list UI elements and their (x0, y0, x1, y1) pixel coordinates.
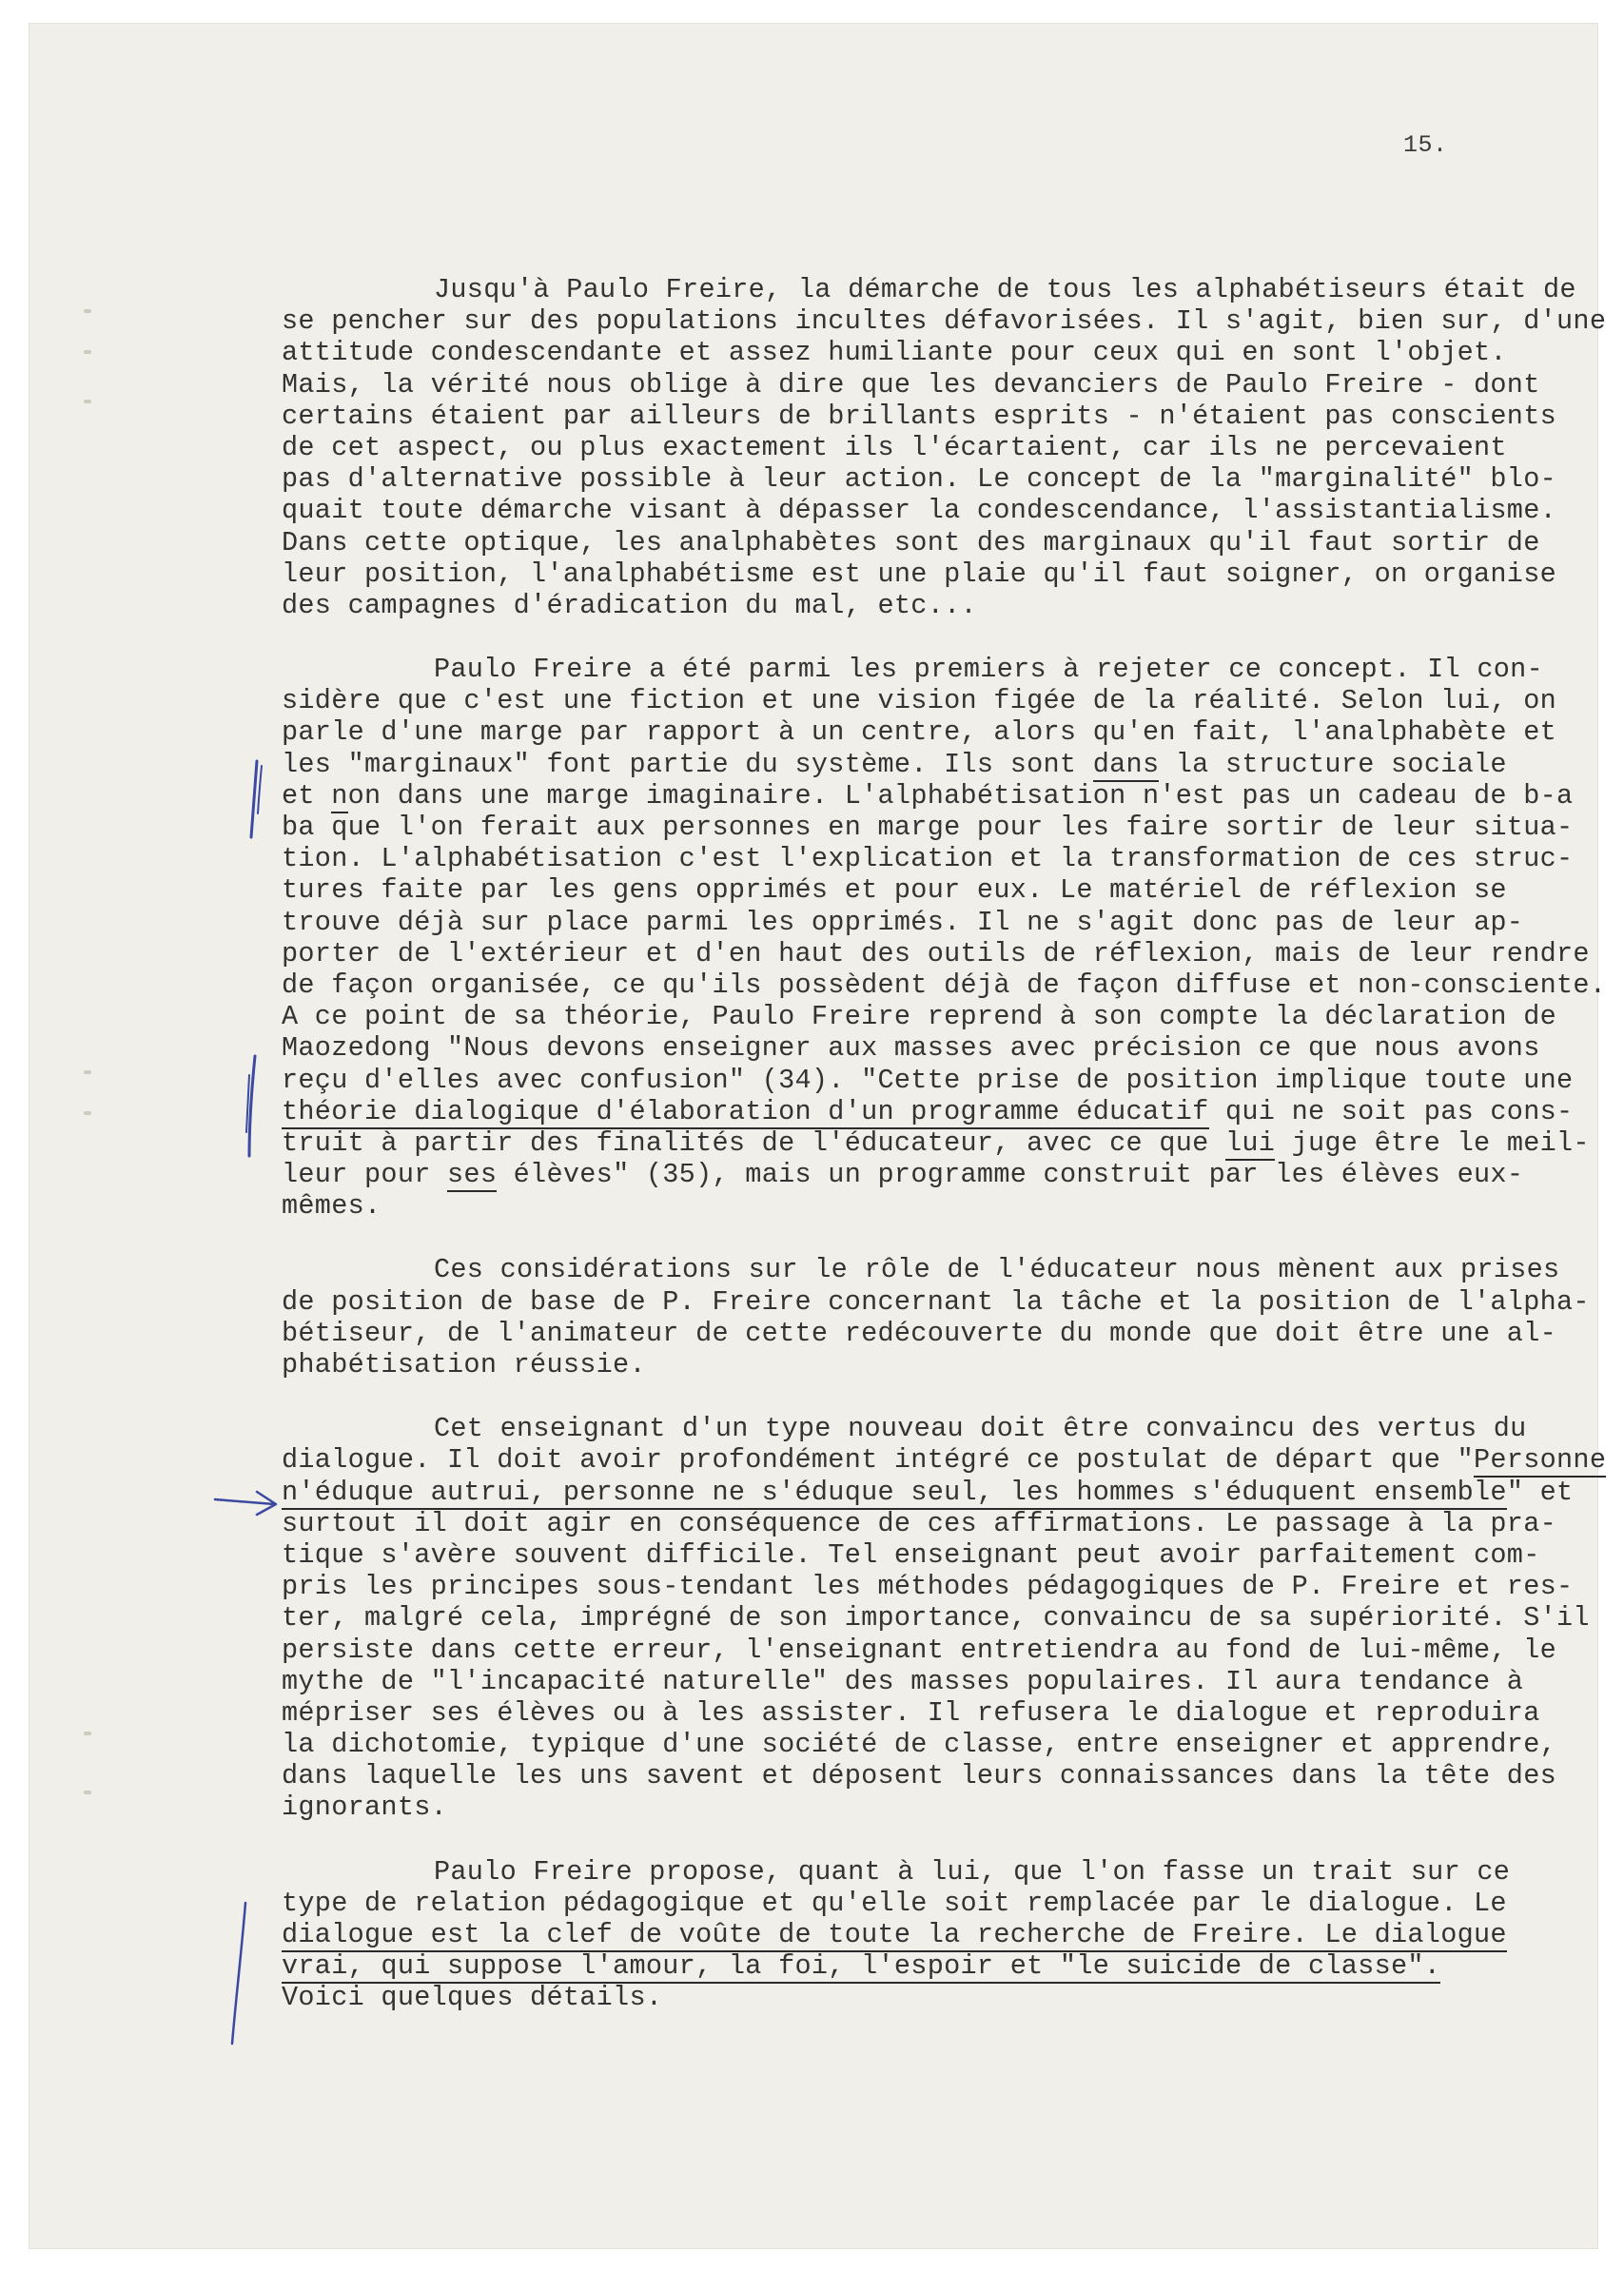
text-line: trouve déjà sur place parmi les opprimés. Il ne s'agit donc pas de leur ap- (282, 906, 1524, 938)
underlined-phrase: dans (1092, 748, 1160, 780)
text-line: persiste dans cette erreur, l'enseignant entretiendra au fond de lui-même, le (282, 1634, 1557, 1666)
text-line: attitude condescendante et assez humiliante pour ceux qui en sont l'objet. (282, 337, 1507, 369)
text-line: théorie dialogique d'élaboration d'un programme éducatif qui ne soit pas cons- (282, 1095, 1574, 1127)
text-line: Dans cette optique, les analphabètes sont des marginaux qu'il faut sortir de (282, 526, 1540, 558)
text-line: mythe de "l'incapacité naturelle" des masses populaires. Il aura tendance à (282, 1665, 1524, 1697)
underlined-phrase: dialogue est la clef de voûte de toute la recherche de Freire. Le dialogue (282, 1919, 1507, 1950)
arrow (215, 1492, 276, 1515)
text-line: des campagnes d'éradication du mal, etc... (282, 589, 977, 621)
text-line: Paulo Freire a été parmi les premiers à rejeter ce concept. Il con- (434, 654, 1543, 686)
margin-bar-3 (232, 1903, 245, 2044)
text-line: la dichotomie, typique d'une société de classe, entre enseigner et apprendre, (282, 1729, 1557, 1761)
underlined-phrase: n (331, 779, 348, 812)
text-line: truit à partir des finalités de l'éducateur, avec ce que lui juge être le meil- (282, 1126, 1590, 1159)
text-line: pris les principes sous-tendant les méthodes pédagogiques de P. Freire et res- (282, 1571, 1574, 1603)
text-line: mêmes. (282, 1190, 382, 1223)
underlined-phrase: ses (447, 1159, 498, 1191)
text-line: ter, malgré cela, imprégné de son importance, convaincu de sa supériorité. S'il (282, 1602, 1590, 1635)
text-line: dans laquelle les uns savent et déposent leurs connaissances dans la tête des (282, 1760, 1557, 1792)
text-line: Cet enseignant d'un type nouveau doit être convaincu des vertus du (434, 1413, 1527, 1445)
margin-bar-2 (249, 1056, 255, 1156)
text-line: ignorants. (282, 1791, 448, 1824)
text-line: certains étaient par ailleurs de brillants esprits - n'étaient pas conscients (282, 400, 1557, 432)
text-line: Ces considérations sur le rôle de l'éducateur nous mènent aux prises (434, 1254, 1560, 1286)
text-line: porter de l'extérieur et d'en haut des outils de réflexion, mais de leur rendre (282, 937, 1590, 969)
text-line: phabétisation réussie. (282, 1349, 646, 1380)
text-line: quait toute démarche visant à dépasser la condescendance, l'assistantialisme. (282, 495, 1557, 527)
page-number: 15. (1403, 131, 1448, 159)
text-line: et non dans une marge imaginaire. L'alphabétisation n'est pas un cadeau de b-a (282, 779, 1574, 812)
text-line: leur position, l'analphabétisme est une plaie qu'il faut soigner, on organise (282, 558, 1557, 590)
underlined-phrase: vrai, qui suppose l'amour, la foi, l'espoir et "le suicide de classe". (282, 1950, 1441, 1983)
underlined-phrase: lui (1224, 1126, 1276, 1159)
text-line: tures faite par les gens opprimés et pour eux. Le matériel de réflexion se (282, 874, 1507, 907)
text-line: de cet aspect, ou plus exactement ils l'écartaient, car ils ne percevaient (282, 431, 1507, 463)
text-line: les "marginaux" font partie du système. Ils sont dans la structure sociale (282, 748, 1507, 780)
text-line: surtout il doit agir en conséquence de ces affirmations. Le passage à la pra- (282, 1507, 1557, 1539)
text-line: type de relation pédagogique et qu'elle soit remplacée par le dialogue. Le (282, 1887, 1507, 1919)
text-line: Mais, la vérité nous oblige à dire que les devanciers de Paulo Freire - dont (282, 368, 1540, 401)
underlined-phrase: n'éduque autrui, personne ne s'éduque seul, les hommes s'éduquent ensemble (282, 1476, 1507, 1508)
underlined-phrase: théorie dialogique d'élaboration d'un programme éducatif (282, 1095, 1209, 1127)
text-line: dialogue. Il doit avoir profondément intégré ce postulat de départ que "Personne (282, 1444, 1607, 1477)
text-line: leur pour ses élèves" (35), mais un programme construit par les élèves eux- (282, 1159, 1524, 1191)
text-line: sidère que c'est une fiction et une vision figée de la réalité. Selon lui, on (282, 685, 1557, 717)
text-line: Jusqu'à Paulo Freire, la démarche de tous les alphabétiseurs était de (434, 274, 1576, 305)
text-line: de façon organisée, ce qu'ils possèdent déjà de façon diffuse et non-consciente. (282, 969, 1607, 1001)
margin-bar-1 (251, 761, 257, 837)
margin-bar-1b (258, 766, 262, 813)
text-line: ba que l'on ferait aux personnes en marge pour les faire sortir de leur situa- (282, 812, 1574, 843)
text-line: A ce point de sa théorie, Paulo Freire reprend à son compte la déclaration de (282, 1001, 1557, 1033)
text-line: tique s'avère souvent difficile. Tel enseignant peut avoir parfaitement com- (282, 1538, 1540, 1571)
underlined-phrase: Personne (1474, 1444, 1607, 1477)
text-line: n'éduque autrui, personne ne s'éduque seul, les hommes s'éduquent ensemble" et (282, 1476, 1574, 1508)
text-line: bétiseur, de l'animateur de cette redécouverte du monde que doit être une al- (282, 1317, 1557, 1349)
text-line: Maozedong "Nous devons enseigner aux masses avec précision ce que nous avons (282, 1032, 1540, 1065)
text-line: se pencher sur des populations incultes défavorisées. Il s'agit, bien sur, d'une (282, 305, 1607, 338)
text-line: reçu d'elles avec confusion" (34). "Cette prise de position implique toute une (282, 1064, 1574, 1096)
text-line: mépriser ses élèves ou à les assister. Il refusera le dialogue et reproduira (282, 1696, 1540, 1729)
text-line: parle d'une marge par rapport à un centre, alors qu'en fait, l'analphabète et (282, 716, 1557, 749)
text-line: Voici quelques détails. (282, 1982, 663, 2014)
text-line: pas d'alternative possible à leur action. Le concept de la "marginalité" blo- (282, 463, 1557, 496)
text-line: tion. L'alphabétisation c'est l'explication et la transformation de ces struc- (282, 843, 1574, 875)
text-line: de position de base de P. Freire concernant la tâche et la position de l'alpha- (282, 1285, 1590, 1318)
text-line: Paulo Freire propose, quant à lui, que l'on fasse un trait sur ce (434, 1855, 1511, 1888)
